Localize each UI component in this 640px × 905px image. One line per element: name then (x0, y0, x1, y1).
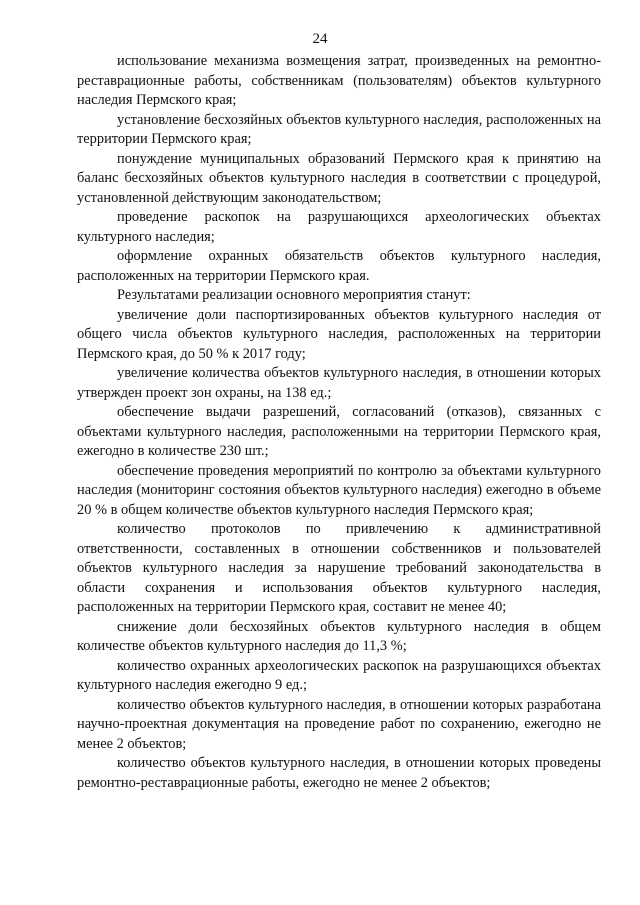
paragraph: Результатами реализации основного мероприятия станут: (117, 287, 471, 303)
paragraph: использование механизма возмещения затрат, произведенных на ремонтно-реставрационные работы, собственникам (пользователям) объектов культурного наследия Пермского края; (77, 53, 601, 108)
paragraph: установление бесхозяйных объектов культурного наследия, расположенных на территории Пермского края; (77, 111, 601, 147)
paragraph: проведение раскопок на разрушающихся археологических объектах культурного наследия; (77, 209, 601, 245)
paragraph: понуждение муниципальных образований Пермского края к принятию на баланс бесхозяйных объектов культурного наследия в соответствии с процедурой, установленной действующим законодательством; (77, 150, 601, 206)
paragraph: количество охранных археологических раскопок на разрушающихся объектах культурного наследия ежегодно 9 ед.; (77, 657, 601, 693)
paragraph: количество протоколов по привлечению к административной ответственности, составленных в отношении собственников и пользователей объектов культурного наследия за нарушение требований законодательства в области сохранения и использования объектов культурного наследия, расположенных на территории Пермского края, составит не менее 40; (77, 521, 601, 615)
paragraph: увеличение количества объектов культурного наследия, в отношении которых утвержден проект зон охраны, на 138 ед.; (77, 365, 601, 401)
paragraph: оформление охранных обязательств объектов культурного наследия, расположенных на территории Пермского края. (77, 248, 601, 284)
paragraph: количество объектов культурного наследия, в отношении которых проведены ремонтно-реставрационные работы, ежегодно не менее 2 объектов; (77, 755, 601, 791)
paragraph: обеспечение проведения мероприятий по контролю за объектами культурного наследия (мониторинг состояния объектов культурного наследия) ежегодно в объеме 20 % в общем количестве объектов культурного наследия Пермского края; (77, 462, 601, 518)
paragraph: количество объектов культурного наследия, в отношении которых разработана научно-проектная документация на проведение работ по сохранению, ежегодно не менее 2 объектов; (77, 696, 601, 752)
page-number: 24 (312, 31, 328, 47)
paragraph: снижение доли бесхозяйных объектов культурного наследия в общем количестве объектов культурного наследия до 11,3 %; (77, 618, 601, 654)
paragraph: увеличение доли паспортизированных объектов культурного наследия от общего числа объектов культурного наследия, расположенных на территории Пермского края, до 50 % к 2017 году; (77, 306, 601, 362)
paragraph: обеспечение выдачи разрешений, согласований (отказов), связанных с объектами культурного наследия, расположенными на территории Пермского края, ежегодно в количестве 230 шт.; (77, 404, 601, 459)
document-body (77, 52, 601, 793)
